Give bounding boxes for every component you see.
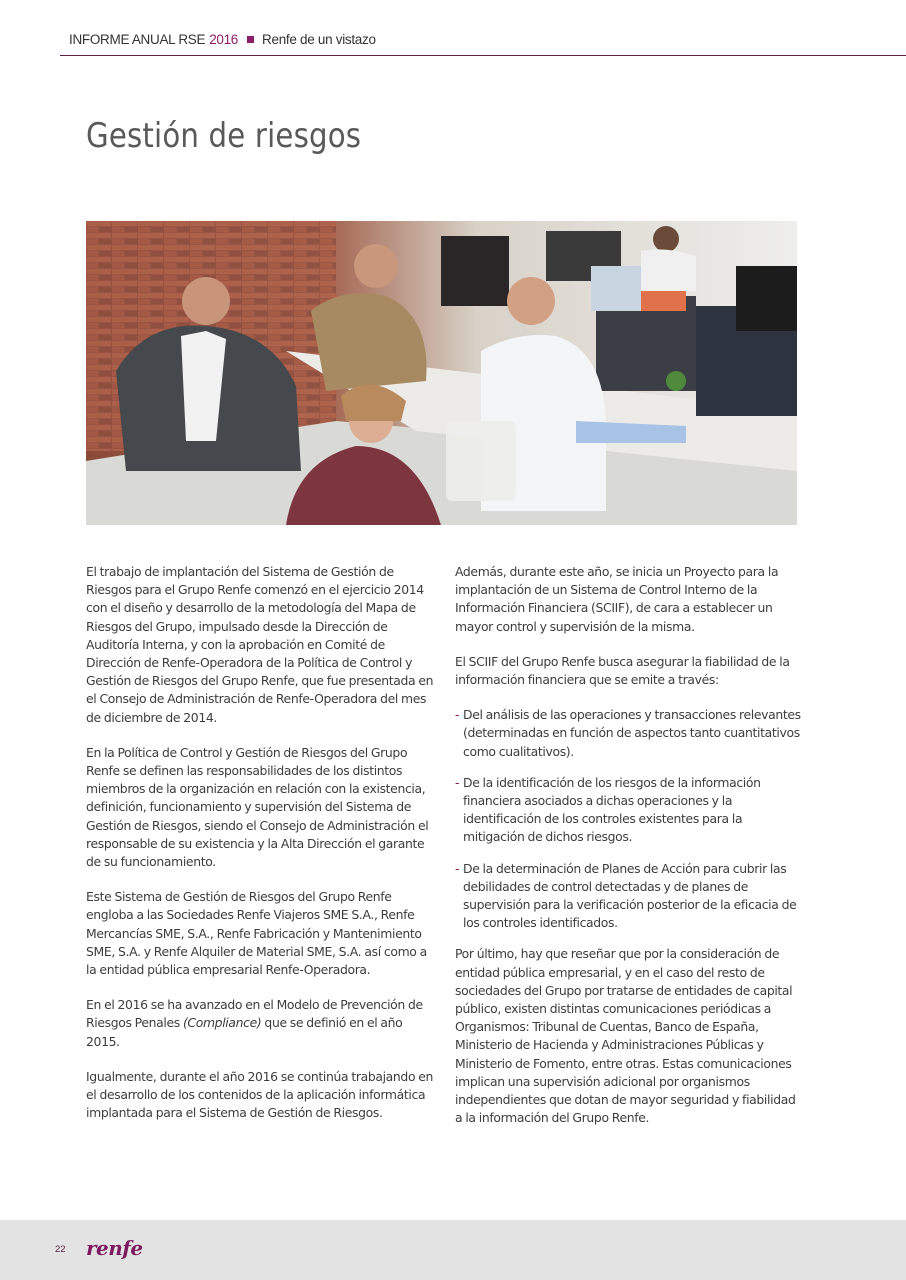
bullet-text: De la identificación de los riesgos de la información financiera asociados a dichas operaciones y la identificación de los controles existentes para la mitigación de dichos riesgos. xyxy=(463,774,761,845)
paragraph: El SCIIF del Grupo Renfe busca asegurar la fiabilidad de la información financiera que se emite a través: xyxy=(455,653,790,688)
paragraph: Este Sistema de Gestión de Riesgos del Grupo Renfe engloba a las Sociedades Renfe Viajeros SME S.A., Renfe Mercancías SME, S.A., Renfe Fabricación y Mantenimiento SME, S.A. y Renfe Alquiler de Material SME, S.A. así como a la entidad pública empresarial Renfe-Operadora. xyxy=(86,889,427,978)
bullet-item xyxy=(455,774,805,847)
report-year: 2016 xyxy=(209,32,239,47)
right-text-column xyxy=(455,563,805,1144)
bullet-item xyxy=(455,706,805,761)
renfe-logo: renfe xyxy=(86,1236,143,1260)
compliance-text-before: En el 2016 se ha avanzado en el Modelo de Prevención de Riesgos Penales xyxy=(86,997,423,1031)
dash-bullet-icon: - xyxy=(455,860,460,876)
page-title: Gestión de riesgos xyxy=(86,116,362,156)
office-photo xyxy=(86,221,797,525)
header-text xyxy=(69,32,376,47)
running-header xyxy=(60,31,906,56)
paragraph: El trabajo de implantación del Sistema de Gestión de Riesgos para el Grupo Renfe comenzó en el ejercicio 2014 con el diseño y desarrollo de la metodología del Mapa de Riesgos del Grupo, impulsado desde la Dirección de Auditoría Interna, y con la aprobación en Comité de Dirección de Renfe-Operadora de la Política de Control y Gestión de Riesgos del Grupo Renfe, que fue presentada en el Consejo de Administración de Renfe-Operadora del mes de diciembre de 2014. xyxy=(86,564,434,725)
compliance-term: (Compliance) xyxy=(182,1015,262,1031)
paragraph: Igualmente, durante el año 2016 se continúa trabajando en el desarrollo de los contenidos de la aplicación informática implantada para el Sistema de Gestión de Riesgos. xyxy=(86,1068,434,1121)
office-scene-image xyxy=(86,221,797,525)
section-name: Renfe de un vistazo xyxy=(262,32,376,47)
report-label: INFORME ANUAL RSE xyxy=(69,32,206,47)
dash-bullet-icon: - xyxy=(455,774,460,790)
bullet-text: Del análisis de las operaciones y transacciones relevantes (determinadas en función de aspectos tanto cuantitativos como cualitativos). xyxy=(463,707,801,759)
left-text-column xyxy=(86,563,436,1139)
paragraph: En la Política de Control y Gestión de Riesgos del Grupo Renfe se definen las responsabilidades de los distintos miembros de la organización en relación con la existencia, definición, funcionamiento y supervisión del Sistema de Gestión de Riesgos, siendo el Consejo de Administración el responsable de su existencia y la Alta Dirección el garante de su funcionamiento. xyxy=(86,744,429,870)
paragraph: Además, durante este año, se inicia un Proyecto para la implantación de un Sistema de Control Interno de la Información Financiera (SCIIF), de cara a establecer un mayor control y supervisión de la misma. xyxy=(455,564,779,634)
page-footer xyxy=(0,1220,906,1280)
bullet-text: De la determinación de Planes de Acción para cubrir las debilidades de control detectadas y de planes de supervisión para la verificación posterior de la eficacia de los controles identificados. xyxy=(463,860,797,931)
page-number: 22 xyxy=(55,1244,66,1255)
dash-bullet-icon: - xyxy=(455,707,460,723)
square-bullet-icon xyxy=(247,36,254,43)
compliance-text-after: que se definió en el año 2015. xyxy=(86,1015,403,1049)
compliance-paragraph xyxy=(86,996,436,1051)
bullet-item xyxy=(455,860,805,933)
paragraph: Por último, hay que reseñar que por la consideración de entidad pública empresarial, y en el caso del resto de sociedades del Grupo por tratarse de entidades de capital público, existen distintas comunicaciones periódicas a Organismos: Tribunal de Cuentas, Banco de España, Ministerio de Hacienda y Administraciones Públicas y Ministerio de Fomento, entre otras. Estas comunicaciones implican una supervisión adicional por organismos independientes que dotan de mayor seguridad y fiabilidad a la información del Grupo Renfe. xyxy=(455,946,796,1126)
